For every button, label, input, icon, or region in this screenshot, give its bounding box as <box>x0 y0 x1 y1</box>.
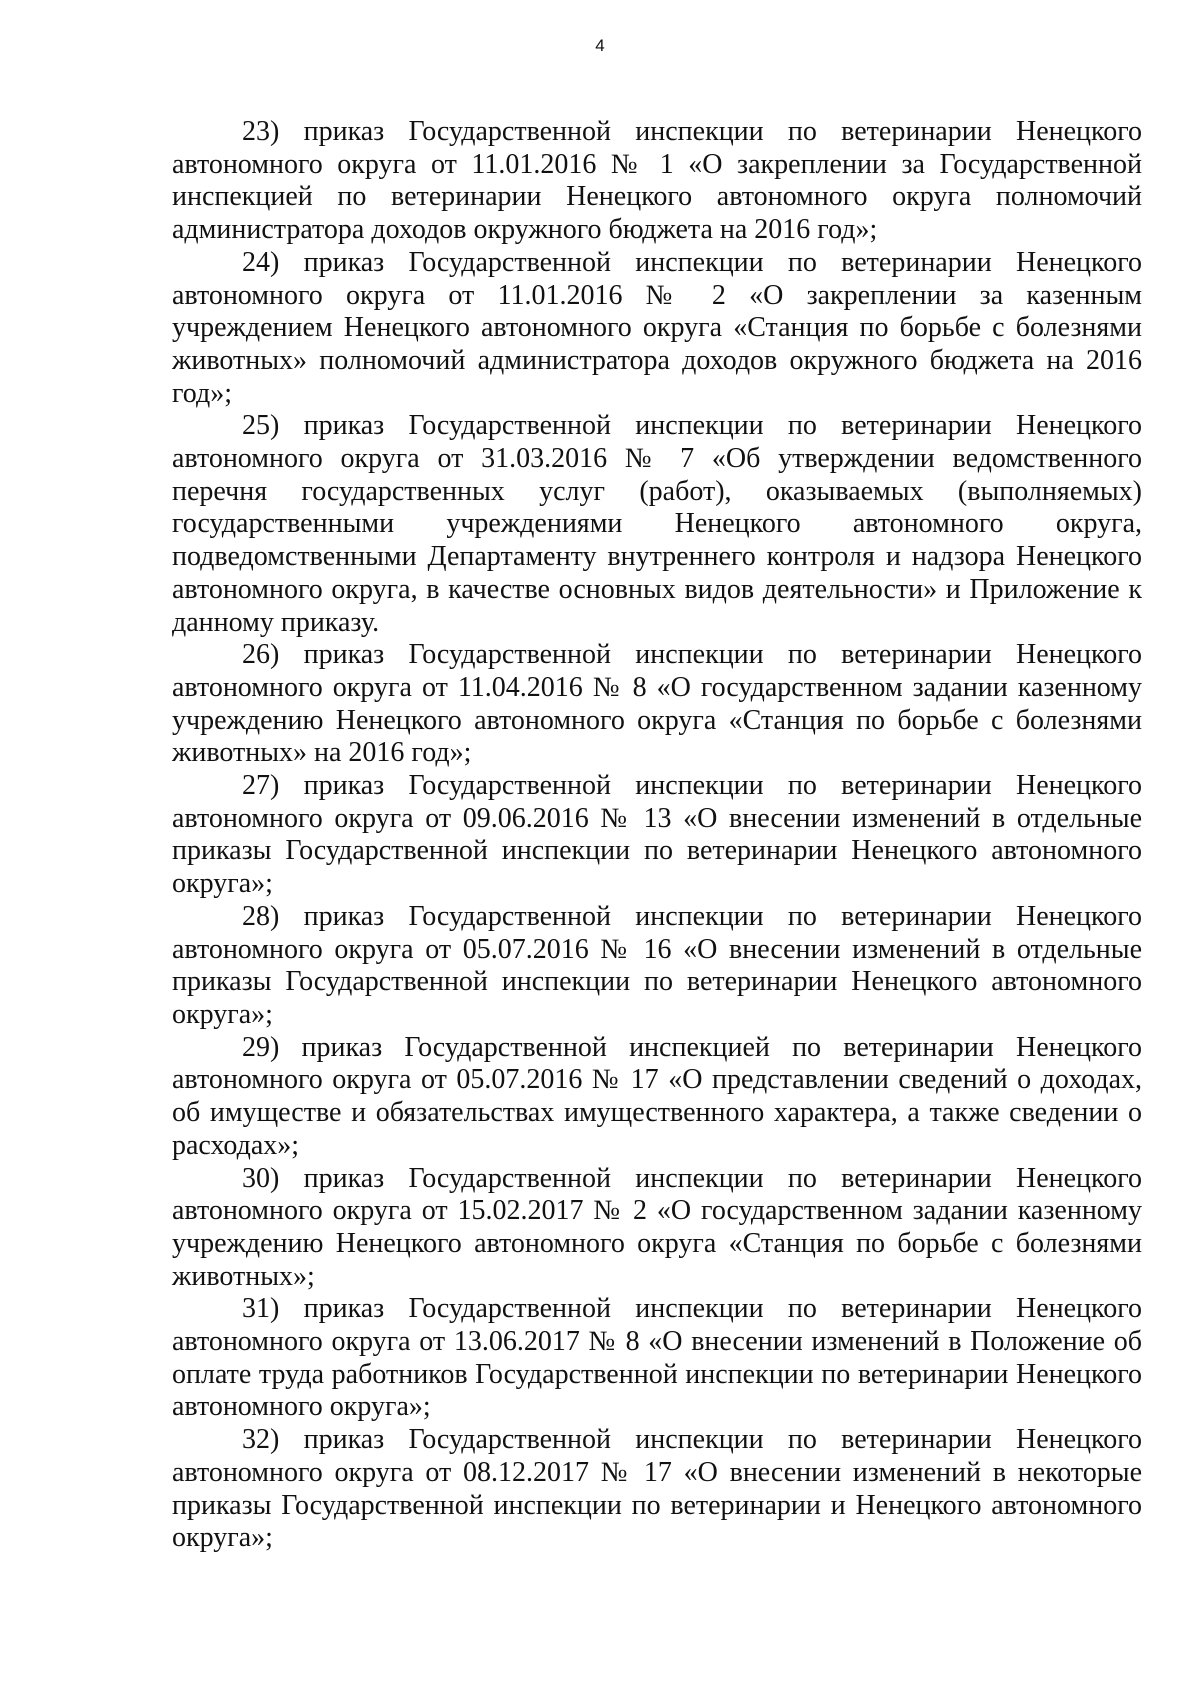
page-number: 4 <box>595 36 605 55</box>
document-body <box>172 116 1142 1555</box>
list-item-24: 24) приказ Государственной инспекции по ветеринарии Ненецкого автономного округа от 11.01.2016 № 2 «О закреплении за казенным учреждением Ненецкого автономного округа «Станция по борьбе с болезнями животных» полномочий администратора доходов окружного бюджета на 2016 год»; <box>172 246 1142 409</box>
list-item-32: 32) приказ Государственной инспекции по ветеринарии Ненецкого автономного округа от 08.12.2017 № 17 «О внесении изменений в некоторые приказы Государственной инспекции по ветеринарии и Ненецкого автономного округа»; <box>172 1424 1142 1554</box>
list-item-30: 30) приказ Государственной инспекции по ветеринарии Ненецкого автономного округа от 15.02.2017 № 2 «О государственном задании казенному учреждению Ненецкого автономного округа «Станция по борьбе с болезнями животных»; <box>172 1162 1142 1292</box>
list-item-26: 26) приказ Государственной инспекции по ветеринарии Ненецкого автономного округа от 11.04.2016 № 8 «О государственном задании казенному учреждению Ненецкого автономного округа «Станция по борьбе с болезнями животных» на 2016 год»; <box>172 639 1142 769</box>
list-item-27: 27) приказ Государственной инспекции по ветеринарии Ненецкого автономного округа от 09.06.2016 № 13 «О внесении изменений в отдельные приказы Государственной инспекции по ветеринарии Ненецкого автономного округа»; <box>172 770 1142 900</box>
list-item-25: 25) приказ Государственной инспекции по ветеринарии Ненецкого автономного округа от 31.03.2016 № 7 «Об утверждении ведомственного перечня государственных услуг (работ), оказываемых (выполняемых) государственными учреждениями Ненецкого автономного округа, подведомственными Департаменту внутреннего контроля и надзора Ненецкого автономного округа, в качестве основных видов деятельности» и Приложение к данному приказу. <box>172 410 1142 638</box>
list-item-28: 28) приказ Государственной инспекции по ветеринарии Ненецкого автономного округа от 05.07.2016 № 16 «О внесении изменений в отдельные приказы Государственной инспекции по ветеринарии Ненецкого автономного округа»; <box>172 900 1142 1030</box>
list-item-23: 23) приказ Государственной инспекции по ветеринарии Ненецкого автономного округа от 11.01.2016 № 1 «О закреплении за Государственной инспекцией по ветеринарии Ненецкого автономного округа полномочий администратора доходов окружного бюджета на 2016 год»; <box>172 116 1142 246</box>
list-item-31: 31) приказ Государственной инспекции по ветеринарии Ненецкого автономного округа от 13.06.2017 № 8 «О внесении изменений в Положение об оплате труда работников Государственной инспекции по ветеринарии Ненецкого автономного округа»; <box>172 1293 1142 1423</box>
list-item-29: 29) приказ Государственной инспекцией по ветеринарии Ненецкого автономного округа от 05.07.2016 № 17 «О представлении сведений о доходах, об имуществе и обязательствах имущественного характера, а также сведении о расходах»; <box>172 1031 1142 1161</box>
